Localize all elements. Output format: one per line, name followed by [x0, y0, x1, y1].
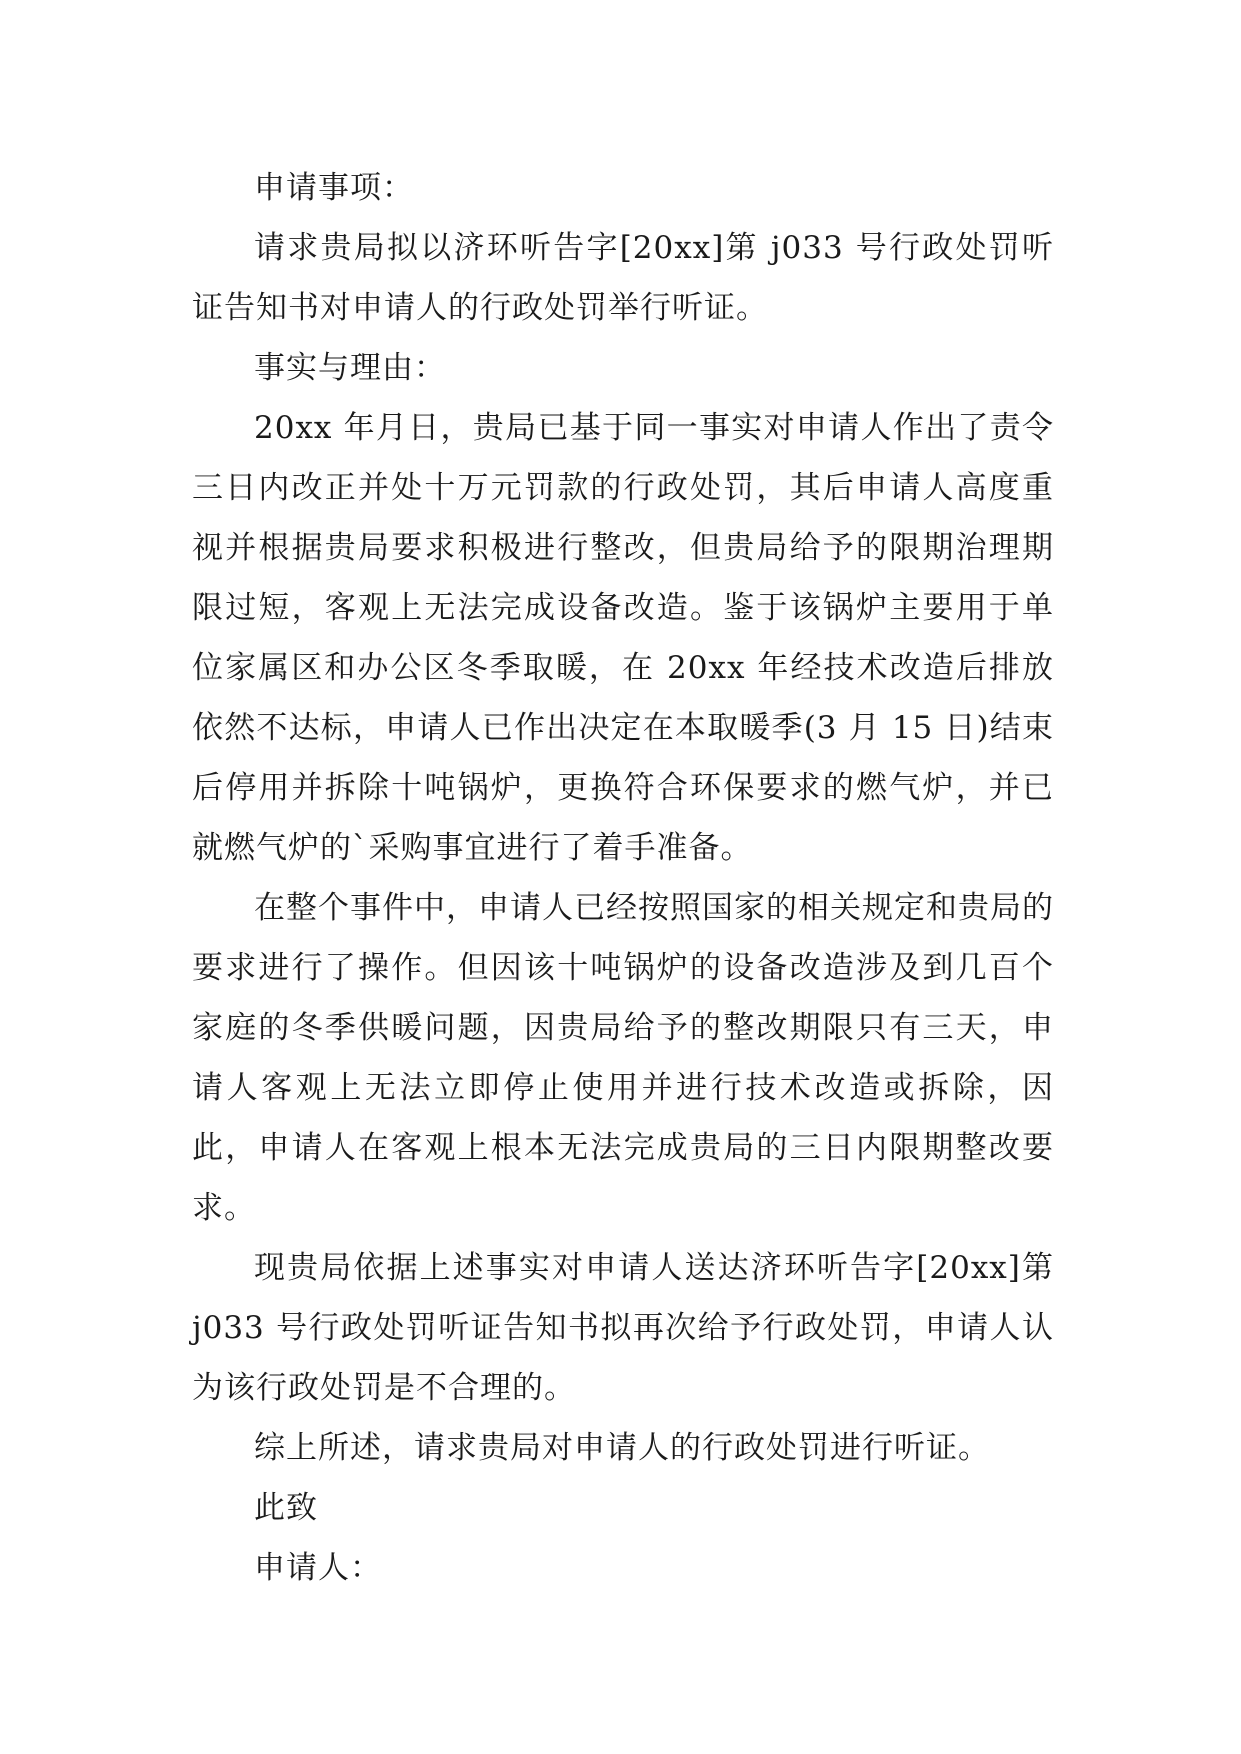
- paragraph-conclusion: 综上所述，请求贵局对申请人的行政处罚进行听证。: [254, 1430, 990, 1466]
- document-body: [192, 158, 1054, 1598]
- heading-facts-and-reasons: 事实与理由：: [254, 350, 446, 386]
- paragraph-facts: 20xx 年月日，贵局已基于同一事实对申请人作出了责令三日内改正并处十万元罚款的行政处罚，其后申请人高度重视并根据贵局要求积极进行整改，但贵局给予的限期治理期限过短，客观上无法完成设备改造。鉴于该锅炉主要用于单位家属区和办公区冬季取暖，在 20xx 年经技术改造后排放依然不达标，申请人已作出决定在本取暖季(3 月 15 日)结束后停用并拆除十吨锅炉，更换符合环保要求的燃气炉，并已就燃气炉的`采购事宜进行了着手准备。: [192, 410, 1054, 866]
- paragraph-current-penalty: 现贵局依据上述事实对申请人送达济环听告字[20xx]第 j033 号行政处罚听证告知书拟再次给予行政处罚，申请人认为该行政处罚是不合理的。: [192, 1250, 1054, 1406]
- paragraph-event: 在整个事件中，申请人已经按照国家的相关规定和贵局的要求进行了操作。但因该十吨锅炉的设备改造涉及到几百个家庭的冬季供暖问题，因贵局给予的整改期限只有三天，申请人客观上无法立即停止使用并进行技术改造或拆除，因此，申请人在客观上根本无法完成贵局的三日内限期整改要求。: [192, 890, 1054, 1226]
- heading-application-items: 申请事项：: [254, 170, 414, 206]
- applicant-signature-line: 申请人：: [254, 1550, 382, 1586]
- paragraph-request: 请求贵局拟以济环听告字[20xx]第 j033 号行政处罚听证告知书对申请人的行政处罚举行听证。: [192, 230, 1054, 326]
- salutation: 此致: [254, 1490, 318, 1526]
